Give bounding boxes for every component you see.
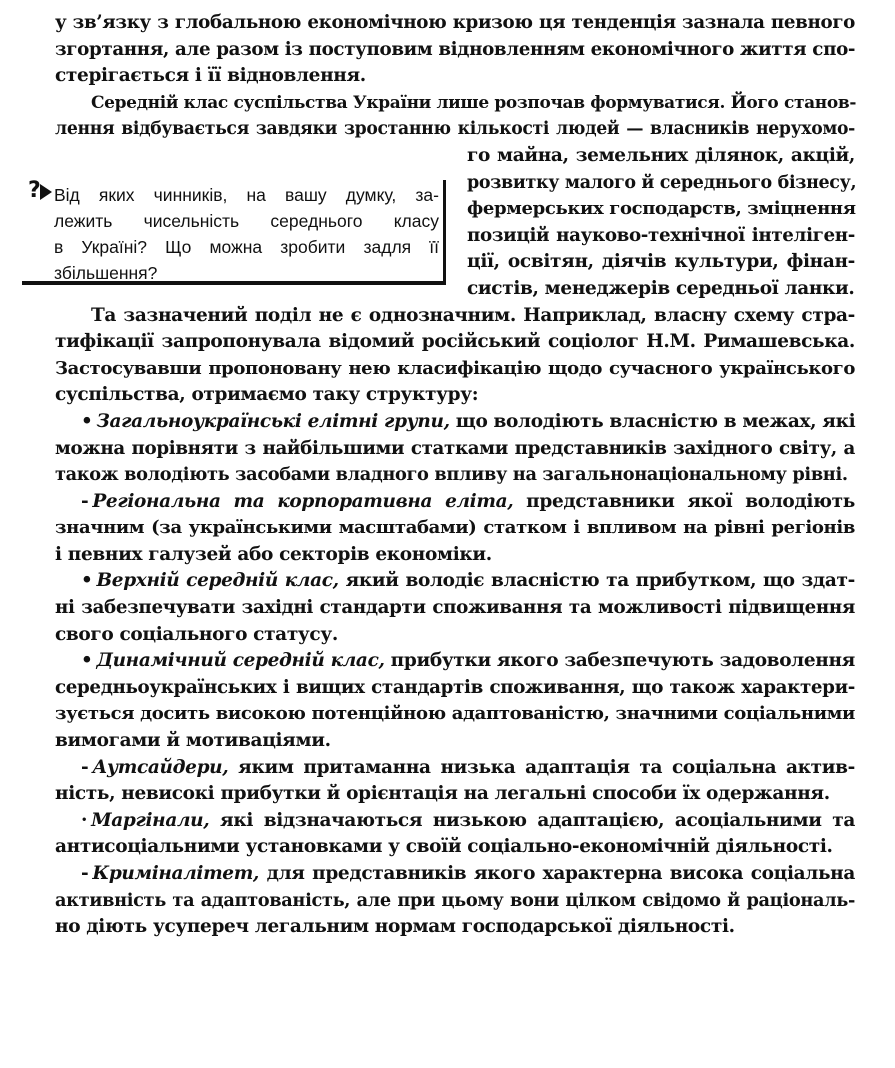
text-line: також володіють засобами владного впливу на загальнонаціональному рівні. <box>55 464 848 486</box>
text-line: розвитку малого й середнього бізнесу, <box>467 172 857 193</box>
text-line: лення відбувається завдяки зростанню кількості людей — власників нерухомо- <box>55 119 855 140</box>
text-line: у зв’язку з глобальною економічною кризою ця тенденція зазнала певного <box>55 12 855 33</box>
text-line: ції, освітян, діячів культури, фінан- <box>467 251 855 273</box>
list-item-text: прибутки якого забезпечують задоволення <box>384 650 855 672</box>
list-item <box>55 808 855 861</box>
list-item-text: які відзначаються низькою адаптацією, асоціальними та <box>209 809 855 831</box>
paragraph-3 <box>55 303 855 409</box>
bullet: • <box>81 650 93 672</box>
text-line: Застосувавши пропоновану нею класифікацію щодо сучасного українського <box>55 357 855 379</box>
list-item-term: Регіональна та корпоративна еліта, <box>92 490 514 512</box>
bullet: - <box>81 863 89 884</box>
text-line: і певних галузей або секторів економіки. <box>55 543 492 565</box>
text-line: середньоукраїнських і вищих стандартів споживання, що також характери- <box>55 676 855 698</box>
bullet: - <box>81 490 89 512</box>
list-item-term: Аутсайдери, <box>92 756 229 778</box>
bullet: • <box>81 410 93 432</box>
question-line: лежить чисельність середнього класу <box>54 211 439 231</box>
list-item <box>55 648 855 754</box>
list-item-term: Загальноукраїнські елітні групи, <box>96 410 450 432</box>
text-line: активність та адаптованість, але при цьому вони цілком свідомо й раціональ- <box>55 889 855 911</box>
text-line: вимогами й мотиваціями. <box>55 730 331 752</box>
stratification-list <box>55 409 855 941</box>
list-item-text: яким притаманна низька адаптація та соціальна актив- <box>228 756 855 778</box>
list-item <box>55 755 855 808</box>
text-line: свого соціального статусу. <box>55 623 338 645</box>
list-item-first-line <box>55 568 855 595</box>
text-line: позицій науково-технічної інтеліген- <box>467 224 855 246</box>
text-line: зується досить високою потенційною адаптованістю, значними соціальними <box>55 703 855 725</box>
list-item <box>55 861 855 941</box>
list-item-first-line <box>55 808 855 835</box>
text-line: можна порівняти з найбільшими статками представників західного світу, а <box>55 437 855 459</box>
list-item-first-line <box>55 409 855 436</box>
text-line: систів, менеджерів середньої ланки. <box>467 277 855 299</box>
text-line: но діють усупереч легальним нормам господарської діяльності. <box>55 916 735 938</box>
text-line: стерігається і її відновлення. <box>55 65 366 87</box>
page-body <box>55 10 855 941</box>
list-item-text: який володіє власністю та прибутком, що здат- <box>338 570 855 592</box>
list-item-term: Верхній середній клас, <box>96 570 339 592</box>
text-line: значним (за українськими масштабами) статком і впливом на рівні регіонів <box>55 517 855 539</box>
text-line: ні забезпечувати західні стандарти споживання та можливості підвищення <box>55 597 855 619</box>
bullet: • <box>81 570 93 592</box>
list-item-text: що володіють власністю в межах, які <box>449 410 856 432</box>
bullet: · <box>81 809 88 831</box>
text-line: ність, невисокі прибутки й орієнтація на легальні способи їх одержання. <box>55 783 830 805</box>
text-line: антисоціальними установками у своїй соціально-економічній діяльності. <box>55 836 833 858</box>
list-item-first-line <box>55 755 855 782</box>
list-item <box>55 489 855 569</box>
text-line: фермерських господарств, зміцнення <box>467 198 856 220</box>
list-item-text: для представників якого характерна висока соціальна <box>259 863 855 884</box>
text-line: го майна, земельних ділянок, акцій, <box>467 144 855 166</box>
list-item-first-line <box>55 648 855 675</box>
list-item <box>55 568 855 648</box>
question-mark-icon: ? <box>28 178 41 203</box>
question-line: в Україні? Що можна зробити задля її <box>54 237 439 257</box>
list-item-text: представники якої володіють <box>513 490 855 512</box>
text-line: згортання, але разом із поступовим відновленням економічного життя спо- <box>55 38 856 60</box>
text-line: Середній клас суспільства України лише розпочав формуватися. Його станов- <box>91 92 857 113</box>
arrow-right-icon <box>40 184 52 200</box>
list-item-first-line <box>55 861 855 888</box>
bullet: - <box>81 756 89 778</box>
paragraph-1 <box>55 10 855 90</box>
list-item-first-line <box>55 489 855 516</box>
text-line: суспільства, отримаємо таку структуру: <box>55 384 479 406</box>
paragraph-2 <box>55 90 855 303</box>
list-item-term: Криміналітет, <box>92 863 260 884</box>
list-item-term: Динамічний середній клас, <box>96 650 385 672</box>
question-line: збільшення? <box>54 263 158 283</box>
question-line: Від яких чинників, на вашу думку, за- <box>54 185 439 205</box>
list-item-term: Маргінали, <box>91 809 210 831</box>
list-item <box>55 409 855 489</box>
text-line: тифікації запропонувала відомий російський соціолог Н.М. Римашевська. <box>55 331 855 353</box>
text-line: Та зазначений поділ не є однозначним. Наприклад, власну схему стра- <box>91 304 855 326</box>
